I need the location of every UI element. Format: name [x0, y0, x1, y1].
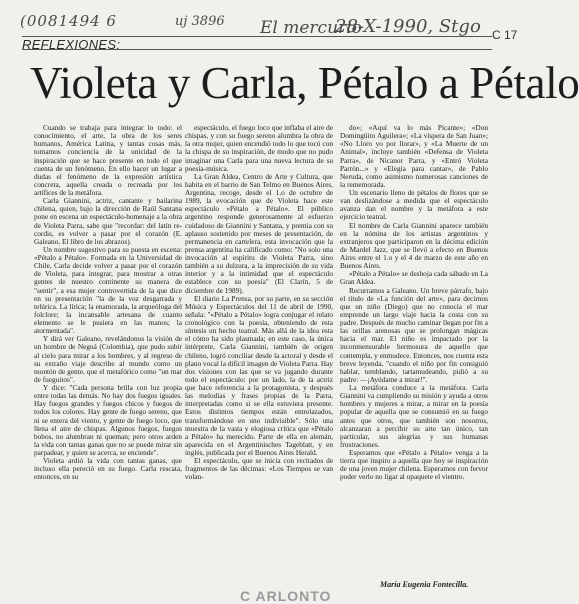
paragraph: «Pétalo a Pétalo» se deshoja cada sábado en La Gran Aldea. [340, 269, 488, 287]
paragraph: La Gran Aldea, Centro de Arte y Cultura, que habita en el barrio de San Telmo en Buenos Aires, Argentina, recoge, desde el 1.o de octubre de 1989, la evocación que de Violeta hace este espectáculo «Pétalo a Pétalo». El público argentino responde generosamente al esfuerzo cuidadoso de Giannini y Santana, y premia con su aplauso sostenido por meses de presentación, de permanencia en cartelera, esta invocación que la prensa argentina ha calificado como: "No solo una invocación al espíritu de Violeta Parra, sino también a su dulzura, a la imprecisión de su vida interior y a la intimidad que el espectáculo establece con su poesía" (El Clarín, 5 de diciembre de 1989). [185, 171, 333, 295]
cut-off-footer-text: C ARLONTO [240, 588, 332, 604]
archive-number-handwritten: uj 3896 [175, 14, 225, 29]
article-column-1 [34, 124, 182, 596]
paragraph: Carla Giannini, actriz, cantante y bailarina chilena, quien, bajo la dirección de Raúl Santana pone en escena un espectáculo-homenaje a la obra de Violeta Parra, sabe que "recordar: del latín re-cordis, es volver a pasar por el corazón (E. Galeano, El libro de los abrazos). [34, 196, 182, 246]
article-column-3 [340, 124, 488, 596]
paragraph: El espectáculo, que se inicia con recitados de fragmentos de las décimas: «Los Tiempos se van volan- [185, 456, 333, 482]
paragraph: Esperamos que «Pétalo a Pétalo» venga a la tierra que inspiro a aquella que hoy se inspiración de una joven mujer chilena. Esperamos con fervor poder verlo no ligar al opaquete el vientro. [340, 448, 488, 482]
article-headline: Violeta y Carla, Pétalo a Pétalo [30, 58, 579, 108]
paragraph: Recurramos a Galeano. Un breve párrafo, bajo el título de «La función del arte», para decirnos que un niño (Diego) que no conocía el mar emprende un largo viaje hacia la costa con su padre. Después de mucho caminar llegan por fin a las orillas arenosas que se prolongan mágicas hacia el mar. El niño es impactado por la inconmensurable hermosura de aquello que contempla, y enmudece. Entonces, nos cuenta esta breve leyenda, "cuando el niño por fin consiguió hablar, temblando, tartamudeando, pidió a su padre: —¡Ayúdame a mirar!". [340, 285, 488, 384]
paragraph: Y dirá ver Galeano, revelándonos la visión de un hombre de Neguá (Colombia), que pudo subir al cielo para mirar a los hombres, y al regreso de su extraño viaje describe al mundo como un montón de gente, que el metafórico como "un mar de fueguitos". [34, 334, 182, 384]
kicker-rule [22, 49, 492, 50]
paragraph: Cuando se trabaja para integrar lo todo: el conocimiento, el arte, la obra de los seres humanos, América Latina, y tantas cosas más, tomamos conciencia de la unicidad de la inspiración que se hace presente en todo el que cuenta de un fenómeno. En ello hacer un lugar a dudas el fenómeno de la expresión artística concreta, aquella creada o recreada por los artífices de la metáfora. [34, 123, 182, 197]
section-kicker: REFLEXIONES: [22, 37, 121, 52]
paragraph: Un escenario lleno de pétalos de flores que se van deslizándose a medida que el espectáculo avanza dan el nombre y la metáfora a este ejercicio teatral. [340, 188, 488, 222]
paragraph: espectáculo, el fuego loco que inflaba el aire de chispas, y con su fuego sereno alumbra la obra de la otra mujer, quien encendió todo lo que tocó con la chispa de su inspiración, de modo que no pudo imaginar una Carla para una nueva lectura de su poesía-música. [185, 123, 333, 173]
paragraph: La metáfora conduce a la metáfora. Carla Giannini va cumpliendo su misión y ayuda a otros hombres y mujeres a mirar, a mirar en la poesía popular de aquella que se consumió en su fuego antes que otros, que también son nosotros, alcanzaran a percibir su arte tan único, tan particular, sus alegrías y sus humanas frustraciones. [340, 383, 488, 449]
archive-id-handwritten: (0081494 6 [20, 12, 117, 30]
publication-date-handwritten: 28-X-1990, Stgo [335, 16, 481, 37]
paragraph: Violeta ardió la vida con tantas ganas, que incluso ella pereció en su fuego. Carla rescata, entonces, en su [34, 456, 182, 482]
paragraph: Y dice: "Cada persona brilla con luz propia entre todas las demás. No hay dos fuegos iguales. Hay fuegos grandes y fuegos chicos y fuegos de todos los colores. Hay gente de fuego sereno, que ni se entera del viento, y gente de fuego loco, que llena el aire de chispas. Algunos fuegos, fuegos bobos, no alumbran ni queman; pero otros arden la vida con tantas ganas que no se puede mirar sin parpadear, y quien se acerca, se enciende". [34, 383, 182, 457]
author-signature: María Eugenia Fontecilla. [380, 580, 469, 589]
paragraph: Un nombre sugestivo para su puesta en escena: «Pétalo a Pétalo». Formada en la Universidad de Chile, Carla decide volver a pasar por el corazón de Violeta, para integrar, para mostrar a otras gentes de nuestro continente su manera de "sentir", a esa mujer controvertida de la que dice en su presentación "la de la voz desgarrada y telúrica. La lírica; la enamorada, la arqueóloga del folclore; la incansable artesana de cuanto elemento se le pusiera en las manos; la atormentada". [34, 244, 182, 336]
paragraph: El diario La Prensa, por su parte, en su sección Música y Espectáculos del 11 de abril de 1990, señala: "«Pétalo a Pétalo» logra conjugar el relato cronológico con la poesía, obteniendo de esta síntesis un hecho teatral. Más allá de la idea esta el cómo ha sido plasmada; en este caso, la única intérprete, Carla Giannini, también de origen chileno, logró conciliar desde la actoral y desde el plano vocal la difícil imagen de Violeta Parra. Hay dos visiones con las que se va jugando durante todo el espectáculo: por un lado, la de la actriz que hace referencia a la protagonista, y después las melodías y frases propias de la Parra, interpretadas como si se ella estuviera presente. Estos distintos tiempos están entrelazados, transformándose en uno indivisible". Sólo una muestra de la vasta y elogiosa crítica que «Pétalo a Pétalo» ha merecido. Parte de ella en alemán, aparecida en el Argentinisches Tageblatt, y en inglés, publicada por el Buenos Aires Herald. [185, 293, 333, 457]
paragraph: do»; «Aquí va lo más Picante»; «Don Domingüito Aguilera»; «La víspera de San Juan»; «No Lloro yo por llorar», y «La Muerte de un Animal», incluye también «Defensa de Violeta Parra», de Nicanor Parra, y «Entró Violeta Parrón...» y «Elegía para cantar», de Pablo Neruda, como asimismo numerosas canciones de la rememorada. [340, 123, 488, 189]
article-column-2 [185, 124, 333, 596]
page-number: C 17 [492, 28, 518, 42]
paragraph: El nombre de Carla Giannini aparece también en la nómina de los artistas argentinos y extranjeros que participaron en la décima edición de Mardel Jazz, que se llevó a efecto en Buenos Aires entre el 1.o y el 4 de marzo de este año en Buenos Aires. [340, 220, 488, 271]
newspaper-name-handwritten: El mercurio [260, 18, 362, 38]
